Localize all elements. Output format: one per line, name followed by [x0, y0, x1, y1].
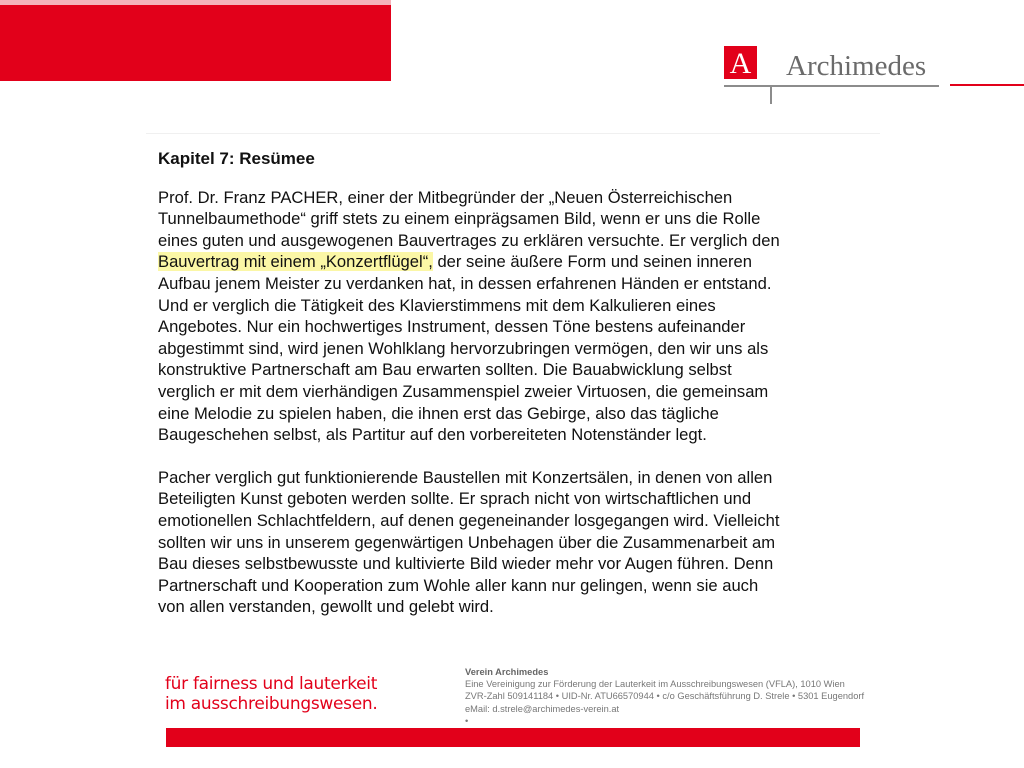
text-line: abgestimmt sind, wird jenen Wohlklang hervorzubringen vermögen, den wir uns als [158, 338, 769, 358]
text-line: Prof. Dr. Franz PACHER, einer der Mitbegründer der „Neuen Österreichischen [158, 187, 733, 207]
footer-info-line: ZVR-Zahl 509141184 • UID-Nr. ATU66570944 • c/o Geschäftsführung D. Strele • 5301 Eugendorf [465, 691, 865, 702]
text-line: Und er verglich die Tätigkeit des Klavierstimmens mit dem Kalkulieren eines [158, 295, 716, 315]
logo-rule-grey [724, 85, 939, 87]
text-line [158, 251, 878, 273]
text-line: Baugeschehen selbst, als Partitur auf den vorbereiteten Notenständer legt. [158, 425, 707, 445]
text-line: eine Melodie zu spielen haben, die ihnen erst das Gebirge, also das tägliche [158, 403, 719, 423]
logo-name: Archimedes [786, 50, 927, 82]
paragraph-2 [158, 467, 878, 618]
text-line: Bau dieses selbstbewusste und kultivierte Bild wieder mehr vor Augen führen. Denn [158, 554, 774, 574]
footer-org-name: Verein Archimedes [465, 667, 549, 677]
text-line: konstruktive Partnerschaft am Bau erwarten sollten. Die Bauabwicklung selbst [158, 360, 732, 380]
logo-rule-red [950, 84, 1024, 86]
text-line: sollten wir uns in unserem gegenwärtigen Unbehagen über die Zusammenarbeit am [158, 532, 776, 552]
text-line: Partnerschaft und Kooperation zum Wohle aller kann nur gelingen, wenn sie auch [158, 575, 759, 595]
logo-letter-box: A [724, 46, 757, 79]
bottom-red-bar [166, 728, 860, 747]
paragraph-1 [158, 187, 878, 446]
logo-tick [770, 86, 772, 104]
text-line: von allen verstanden, gewollt und gelebt wird. [158, 597, 494, 617]
text-line: Aufbau jenem Meister zu verdanken hat, in dessen erfahrenen Händen er entstand. [158, 273, 772, 293]
text-line: Tunnelbaumethode“ griff stets zu einem einprägsamen Bild, wenn er uns die Rolle [158, 209, 761, 229]
slogan-line: für fairness und lauterkeit [165, 674, 378, 694]
slogan-line: im ausschreibungswesen. [165, 694, 378, 714]
text-line: verglich er mit dem vierhändigen Zusammenspiel zweier Virtuosen, die gemeinsam [158, 381, 769, 401]
footer-separator: • [465, 715, 469, 726]
text-line: emotionellen Schlachtfeldern, auf denen gegeneinander losgegangen wird. Vielleicht [158, 510, 780, 530]
footer-info-line: Eine Vereinigung zur Förderung der Lauterkeit im Ausschreibungswesen (VFLA), 1010 Wien [465, 679, 845, 690]
footer-email: eMail: d.strele@archimedes-verein.at [465, 703, 620, 714]
archimedes-logo [724, 46, 1024, 106]
text-line-rest: der seine äußere Form und seinen inneren [432, 252, 752, 272]
text-line: Pacher verglich gut funktionierende Baustellen mit Konzertsälen, in denen von allen [158, 467, 773, 487]
text-line: eines guten und ausgewogenen Bauvertrages zu erklären versuchte. Er verglich den [158, 230, 780, 250]
document-content [158, 148, 878, 618]
highlighted-phrase: Bauvertrag mit einem „Konzertflügel“, [158, 252, 433, 272]
content-frame-line [146, 133, 880, 134]
paragraph-gap [158, 446, 878, 467]
footer-slogan [165, 674, 377, 714]
text-line: Angebotes. Nur ein hochwertiges Instrument, dessen Töne bestens aufeinander [158, 317, 746, 337]
text-line: Beteiligten Kunst geboten werden sollte. Er sprach nicht von wirtschaftlichen und [158, 489, 752, 509]
top-red-bar [0, 5, 391, 81]
chapter-heading: Kapitel 7: Resümee [158, 149, 315, 168]
